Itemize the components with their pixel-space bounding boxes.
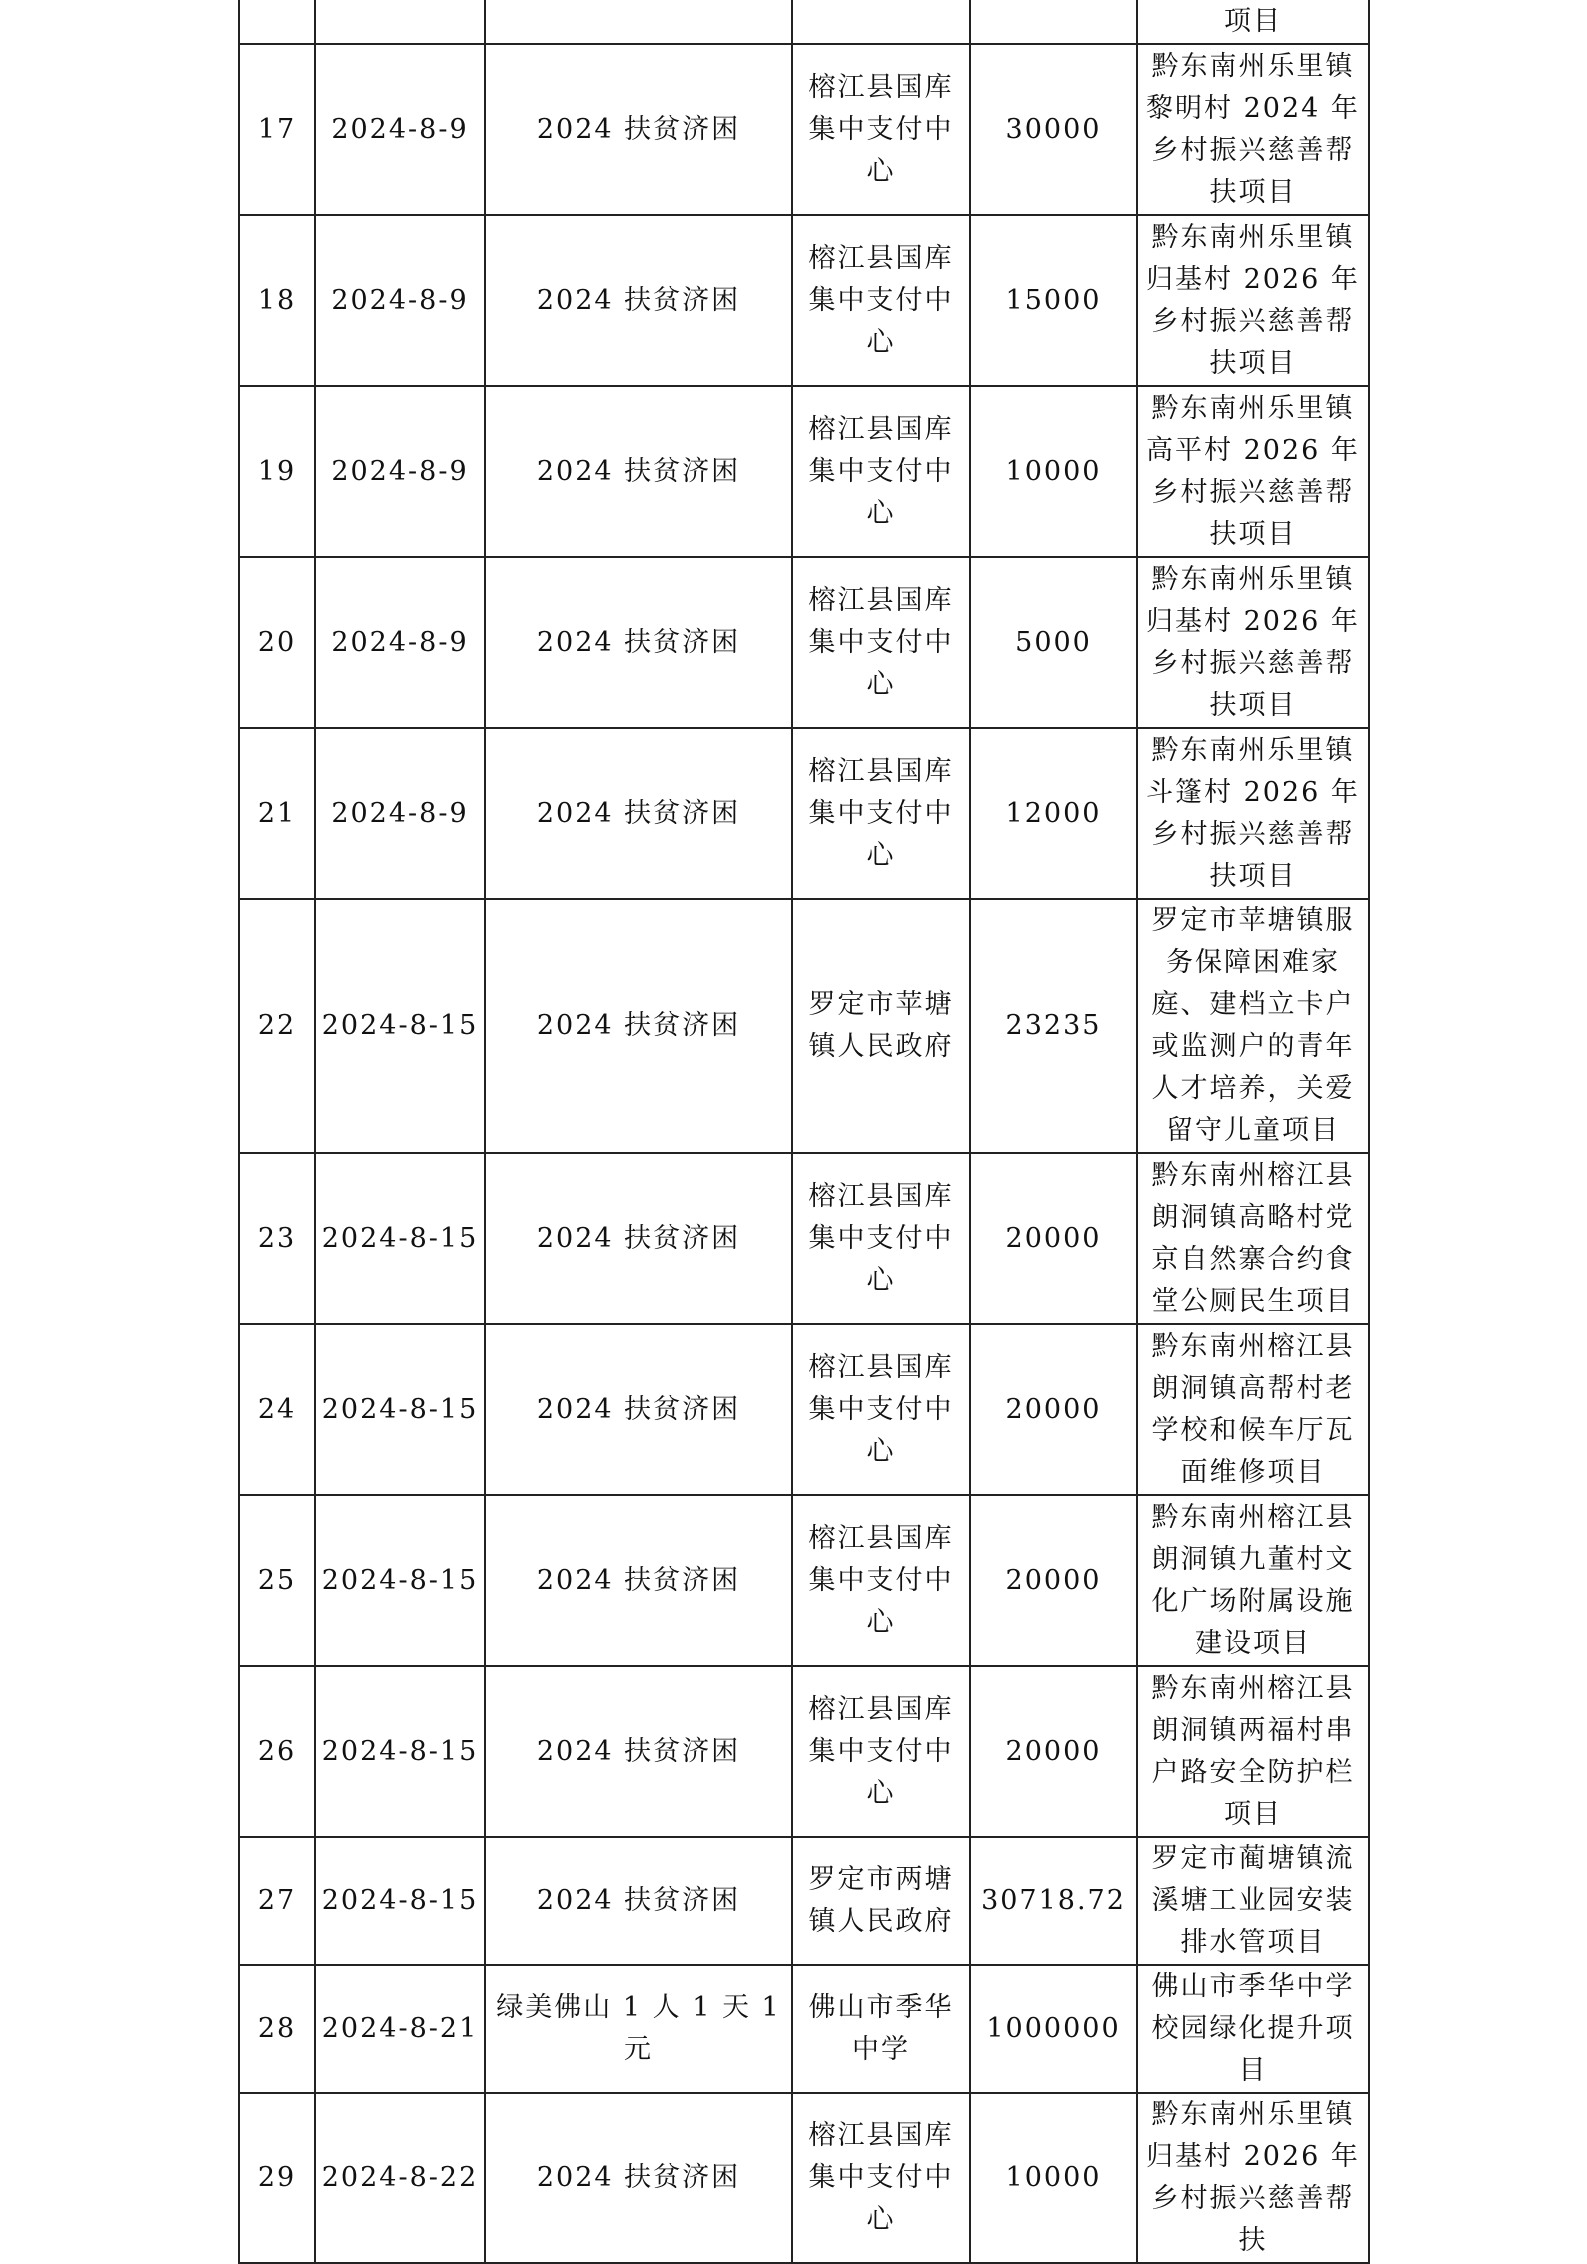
cell-date: 2024-8-15 — [315, 1666, 485, 1837]
cell-amount: 30000 — [970, 44, 1137, 215]
cell-use: 黔东南州乐里镇高平村 2026 年乡村振兴慈善帮扶项目 — [1137, 386, 1369, 557]
cell-date: 2024-8-15 — [315, 1153, 485, 1324]
table-row — [239, 1324, 1369, 1495]
cell-recipient: 榕江县国库集中支付中心 — [792, 1153, 970, 1324]
cell-amount: 10000 — [970, 2093, 1137, 2263]
cell-use: 黔东南州榕江县朗洞镇高略村党京自然寨合约食堂公厕民生项目 — [1137, 1153, 1369, 1324]
cell-amount: 20000 — [970, 1666, 1137, 1837]
cell-project: 2024 扶贫济困 — [485, 386, 792, 557]
table-row — [239, 1666, 1369, 1837]
cell-project: 2024 扶贫济困 — [485, 1495, 792, 1666]
cell-no — [239, 0, 315, 44]
cell-recipient: 榕江县国库集中支付中心 — [792, 557, 970, 728]
cell-no: 23 — [239, 1153, 315, 1324]
cell-amount: 23235 — [970, 899, 1137, 1153]
cell-project: 2024 扶贫济困 — [485, 899, 792, 1153]
cell-project: 2024 扶贫济困 — [485, 1324, 792, 1495]
cell-project: 2024 扶贫济困 — [485, 1666, 792, 1837]
cell-amount: 5000 — [970, 557, 1137, 728]
cell-project: 2024 扶贫济困 — [485, 728, 792, 899]
cell-date: 2024-8-9 — [315, 44, 485, 215]
cell-recipient — [792, 0, 970, 44]
cell-recipient: 罗定市两塘镇人民政府 — [792, 1837, 970, 1965]
cell-date: 2024-8-15 — [315, 899, 485, 1153]
table-row — [239, 899, 1369, 1153]
cell-no: 19 — [239, 386, 315, 557]
cell-use: 佛山市季华中学校园绿化提升项目 — [1137, 1965, 1369, 2093]
cell-use: 黔东南州乐里镇归基村 2026 年乡村振兴慈善帮扶项目 — [1137, 557, 1369, 728]
cell-recipient: 榕江县国库集中支付中心 — [792, 728, 970, 899]
donation-table-body — [239, 0, 1369, 2263]
cell-amount: 10000 — [970, 386, 1137, 557]
cell-project: 2024 扶贫济困 — [485, 215, 792, 386]
cell-use: 黔东南州乐里镇黎明村 2024 年乡村振兴慈善帮扶项目 — [1137, 44, 1369, 215]
cell-use: 黔东南州乐里镇归基村 2026 年乡村振兴慈善帮扶项目 — [1137, 215, 1369, 386]
cell-date: 2024-8-9 — [315, 215, 485, 386]
table-row — [239, 728, 1369, 899]
cell-project: 绿美佛山 1 人 1 天 1 元 — [485, 1965, 792, 2093]
cell-amount: 1000000 — [970, 1965, 1137, 2093]
cell-no: 25 — [239, 1495, 315, 1666]
table-row — [239, 1837, 1369, 1965]
cell-date: 2024-8-21 — [315, 1965, 485, 2093]
table-row — [239, 1965, 1369, 2093]
cell-use: 黔东南州榕江县朗洞镇两福村串户路安全防护栏项目 — [1137, 1666, 1369, 1837]
cell-project: 2024 扶贫济困 — [485, 2093, 792, 2263]
table-row — [239, 1153, 1369, 1324]
table-row — [239, 1495, 1369, 1666]
cell-project: 2024 扶贫济困 — [485, 557, 792, 728]
cell-recipient: 榕江县国库集中支付中心 — [792, 44, 970, 215]
cell-no: 22 — [239, 899, 315, 1153]
cell-date: 2024-8-9 — [315, 728, 485, 899]
cell-no: 28 — [239, 1965, 315, 2093]
table-row-fragment — [239, 0, 1369, 44]
cell-date: 2024-8-15 — [315, 1495, 485, 1666]
cell-no: 24 — [239, 1324, 315, 1495]
table-row — [239, 2093, 1369, 2263]
cell-use: 黔东南州榕江县朗洞镇高帮村老学校和候车厅瓦面维修项目 — [1137, 1324, 1369, 1495]
cell-amount: 12000 — [970, 728, 1137, 899]
cell-recipient: 榕江县国库集中支付中心 — [792, 386, 970, 557]
cell-use: 黔东南州乐里镇归基村 2026 年乡村振兴慈善帮扶 — [1137, 2093, 1369, 2263]
table-row — [239, 44, 1369, 215]
cell-project: 2024 扶贫济困 — [485, 1153, 792, 1324]
cell-use: 项目 — [1137, 0, 1369, 44]
cell-date: 2024-8-15 — [315, 1837, 485, 1965]
cell-no: 29 — [239, 2093, 315, 2263]
cell-no: 26 — [239, 1666, 315, 1837]
cell-amount — [970, 0, 1137, 44]
cell-no: 21 — [239, 728, 315, 899]
cell-no: 18 — [239, 215, 315, 386]
donation-table — [238, 0, 1370, 2264]
cell-recipient: 罗定市苹塘镇人民政府 — [792, 899, 970, 1153]
cell-use: 罗定市蔺塘镇流溪塘工业园安装排水管项目 — [1137, 1837, 1369, 1965]
table-row — [239, 215, 1369, 386]
cell-no: 27 — [239, 1837, 315, 1965]
cell-recipient: 榕江县国库集中支付中心 — [792, 1666, 970, 1837]
cell-project: 2024 扶贫济困 — [485, 1837, 792, 1965]
cell-date: 2024-8-9 — [315, 386, 485, 557]
cell-no: 20 — [239, 557, 315, 728]
cell-amount: 20000 — [970, 1153, 1137, 1324]
cell-no: 17 — [239, 44, 315, 215]
cell-recipient: 榕江县国库集中支付中心 — [792, 1324, 970, 1495]
cell-recipient: 佛山市季华中学 — [792, 1965, 970, 2093]
cell-date: 2024-8-15 — [315, 1324, 485, 1495]
cell-amount: 15000 — [970, 215, 1137, 386]
cell-recipient: 榕江县国库集中支付中心 — [792, 2093, 970, 2263]
table-row — [239, 386, 1369, 557]
cell-amount: 20000 — [970, 1495, 1137, 1666]
cell-recipient: 榕江县国库集中支付中心 — [792, 1495, 970, 1666]
cell-date: 2024-8-9 — [315, 557, 485, 728]
cell-amount: 20000 — [970, 1324, 1137, 1495]
cell-project — [485, 0, 792, 44]
cell-date — [315, 0, 485, 44]
cell-use: 黔东南州榕江县朗洞镇九董村文化广场附属设施建设项目 — [1137, 1495, 1369, 1666]
cell-recipient: 榕江县国库集中支付中心 — [792, 215, 970, 386]
cell-project: 2024 扶贫济困 — [485, 44, 792, 215]
cell-use: 黔东南州乐里镇斗篷村 2026 年乡村振兴慈善帮扶项目 — [1137, 728, 1369, 899]
table-row — [239, 557, 1369, 728]
cell-use: 罗定市苹塘镇服务保障困难家庭、建档立卡户或监测户的青年人才培养，关爱留守儿童项目 — [1137, 899, 1369, 1153]
cell-amount: 30718.72 — [970, 1837, 1137, 1965]
cell-date: 2024-8-22 — [315, 2093, 485, 2263]
